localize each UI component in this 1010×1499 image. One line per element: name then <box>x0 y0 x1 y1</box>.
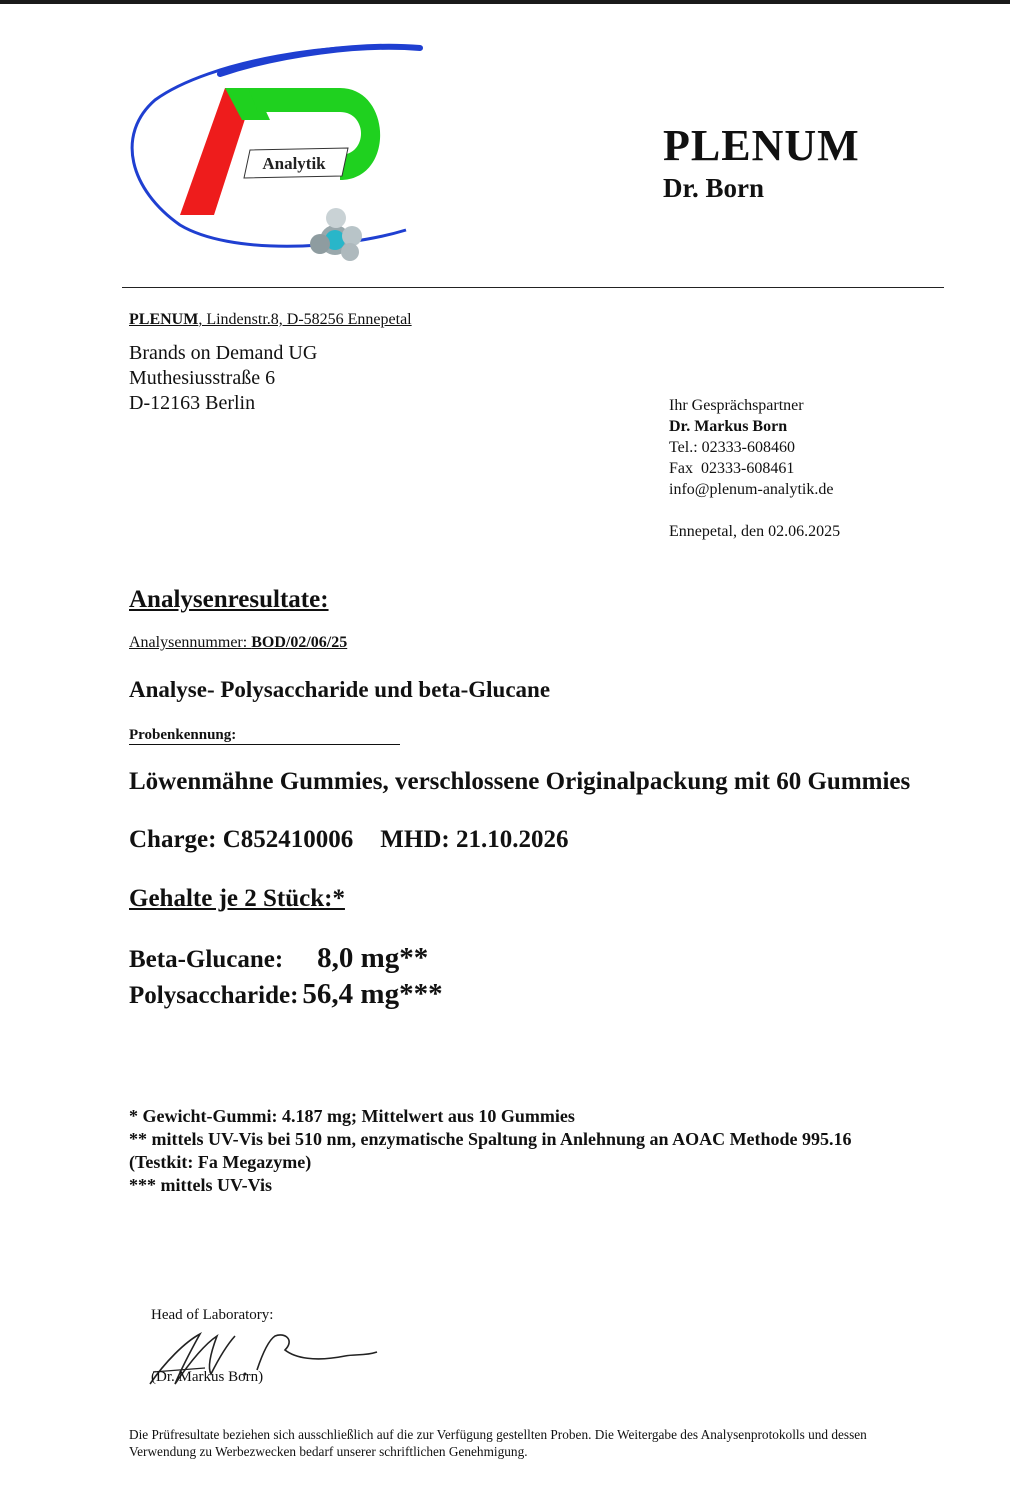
probe-underline <box>129 744 400 745</box>
analysis-number <box>129 633 347 653</box>
sender-line <box>129 310 412 330</box>
header-rule <box>122 287 944 288</box>
analysis-title: Analyse- Polysaccharide und beta-Glucane <box>129 677 551 702</box>
polysaccharide-row <box>129 978 443 1011</box>
disclaimer <box>129 1426 949 1460</box>
brand-sub: Dr. Born <box>663 173 765 203</box>
results-heading: Analysenresultate: <box>129 586 329 613</box>
top-border <box>0 0 1010 4</box>
polysaccharide-value: 56,4 mg*** <box>302 978 443 1010</box>
brand-block <box>663 122 860 204</box>
footnotes <box>129 1105 852 1197</box>
analysis-number-value: BOD/02/06/25 <box>251 634 348 651</box>
recipient-line: Brands on Demand UG <box>129 342 318 364</box>
beta-glucane-value: 8,0 mg** <box>317 942 429 974</box>
recipient-address <box>129 341 317 416</box>
contact-label: Ihr Gesprächspartner <box>669 397 804 414</box>
beta-glucane-label: Beta-Glucane: <box>129 946 284 973</box>
recipient-line: D-12163 Berlin <box>129 392 256 414</box>
content-heading: Gehalte je 2 Stück:* <box>129 885 345 912</box>
mhd-date: MHD: 21.10.2026 <box>380 826 569 853</box>
contact-name: Dr. Markus Born <box>669 418 788 435</box>
analysis-number-label: Analysennummer: <box>129 634 252 651</box>
charge-number: Charge: C852410006 <box>129 826 354 853</box>
footnote: *** mittels UV-Vis <box>129 1175 272 1195</box>
letter-date: Ennepetal, den 02.06.2025 <box>669 523 841 540</box>
sender-name: PLENUM <box>129 311 199 328</box>
product-description: Löwenmähne Gummies, verschlossene Originalpackung mit 60 Gummies <box>129 768 911 795</box>
signature-name: (Dr. Markus Born) <box>151 1369 264 1385</box>
polysaccharide-label: Polysaccharide: <box>129 982 299 1009</box>
contact-email: info@plenum-analytik.de <box>669 481 834 498</box>
brand-name: PLENUM <box>663 121 860 170</box>
contact-tel: Tel.: 02333-608460 <box>669 439 795 456</box>
footnote: * Gewicht-Gummi: 4.187 mg; Mittelwert aus 10 Gummies <box>129 1106 575 1126</box>
sender-address: , Lindenstr.8, D-58256 Ennepetal <box>198 311 412 328</box>
disclaimer-line: Verwendung zu Werbezwecken bedarf unserer schriftlichen Genehmigung. <box>129 1444 528 1459</box>
signature-label: Head of Laboratory: <box>151 1307 274 1323</box>
atom-icon <box>310 208 362 261</box>
contact-block <box>669 395 833 500</box>
charge-line <box>129 825 568 855</box>
contact-fax: Fax 02333-608461 <box>669 460 795 477</box>
recipient-line: Muthesiusstraße 6 <box>129 367 276 389</box>
probe-label: Probenkennung: <box>129 727 237 743</box>
beta-glucane-row <box>129 942 428 975</box>
footnote: ** mittels UV-Vis bei 510 nm, enzymatische Spaltung in Anlehnung an AOAC Methode 995.16 <box>129 1129 852 1149</box>
logo-text: Analytik <box>262 154 326 173</box>
plenum-analytik-logo <box>130 40 430 270</box>
disclaimer-line: Die Prüfresultate beziehen sich ausschließlich auf die zur Verfügung gestellten Proben. Die Weitergabe des Analysenprotokolls und dessen <box>129 1427 867 1442</box>
footnote: (Testkit: Fa Megazyme) <box>129 1152 312 1172</box>
